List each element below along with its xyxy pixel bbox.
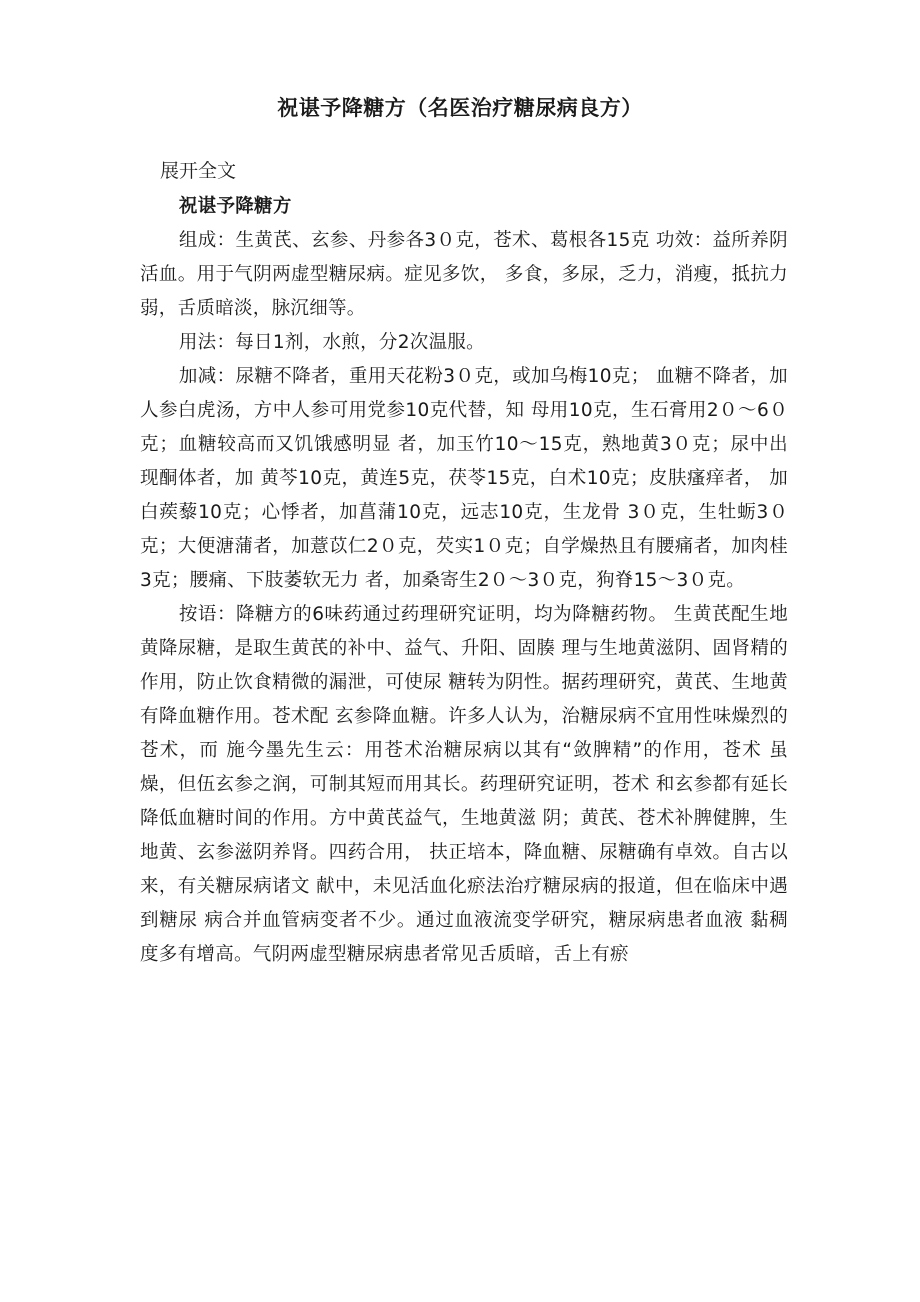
paragraph-commentary: 按语：降糖方的6味药通过药理研究证明，均为降糖药物。 生黄芪配生地黄降尿糖，是取生黄芪的补中、益气、升阳、固腠 理与生地黄滋阴、固肾精的作用，防止饮食精微的漏泄，可使尿 糖转为阴性。据药理研究，黄芪、生地黄有降血糖作用。苍术配 玄参降血糖。许多人认为，治糖尿病不宜用性味燥烈的苍术，而 施今墨先生云：用苍术治糖尿病以其有“敛脾精”的作用，苍术 虽燥，但伍玄参之润，可制其短而用其长。药理研究证明，苍术 和玄参都有延长降低血糖时间的作用。方中黄芪益气，生地黄滋 阴；黄芪、苍术补脾健脾，生地黄、玄参滋阴养肾。四药合用， 扶正培本，降血糖、尿糖确有卓效。自古以来，有关糖尿病诸文 献中，未见活血化瘀法治疗糖尿病的报道，但在临床中遇到糖尿 病合并血管病变者不少。通过血液流变学研究，糖尿病患者血液 黏稠度多有增高。气阴两虚型糖尿病患者常见舌质暗，舌上有瘀 (140, 604, 788, 965)
paragraph-modifications: 加减：尿糖不降者，重用天花粉3０克，或加乌梅10克； 血糖不降者，加人参白虎汤，方中人参可用党参10克代替，知 母用10克，生石膏用2０～6０克；血糖较高而又饥饿感明显 者，加玉竹10～15克，熟地黄3０克；尿中出现酮体者，加 黄芩10克，黄连5克，茯苓15克，白术10克；皮肤瘙痒者， 加白蒺藜10克；心悸者，加菖蒲10克，远志10克，生龙骨 3０克，生牡蛎3０克；大便溏蒲者，加薏苡仁2０克，芡实1０克；自学燥热且有腰痛者，加肉桂3克；腰痛、下肢萎软无力 者，加桑寄生2０～3０克，狗脊15～3０克。 (140, 366, 788, 591)
paragraph-composition: 组成：生黄芪、玄参、丹参各3０克，苍术、葛根各15克 功效：益所养阴活血。用于气阴两虚型糖尿病。症见多饮， 多食，多尿，乏力，消瘦，抵抗力弱，舌质暗淡，脉沉细等。 (140, 230, 788, 319)
document-title: 祝谌予降糖方（名医治疗糖尿病良方） (277, 96, 643, 120)
document-body (140, 190, 788, 972)
paragraph-usage: 用法：每日1剂，水煎，分2次温服。 (178, 332, 485, 353)
expand-full-text-link[interactable]: 展开全文 (160, 160, 237, 182)
section-heading: 祝谌予降糖方 (178, 196, 292, 217)
